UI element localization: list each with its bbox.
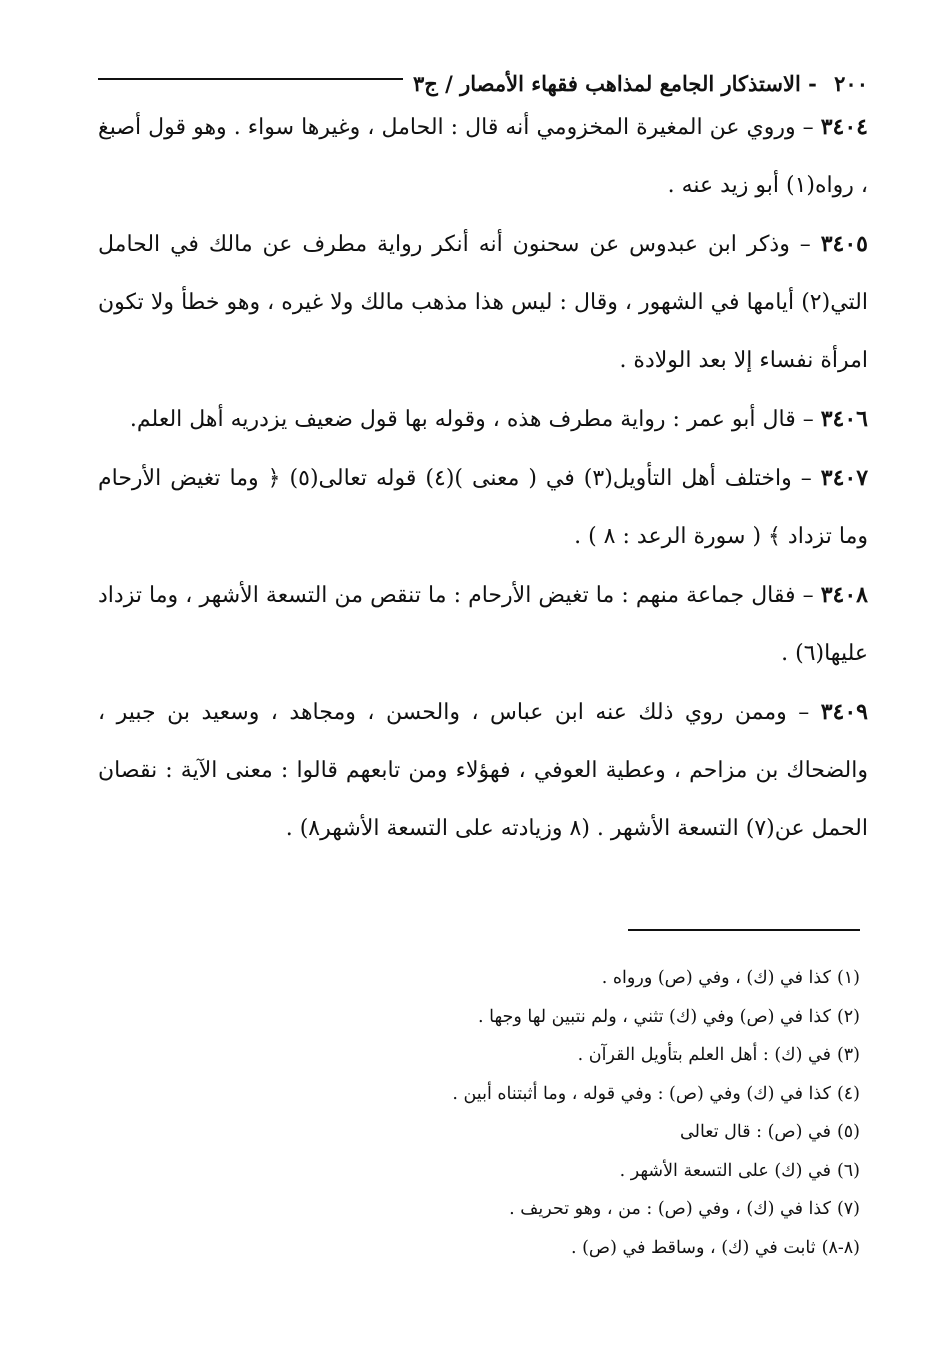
paragraph-3407 [98,449,868,566]
paragraph-number: ٣٤٠٤ – [796,114,868,140]
paragraph-3404 [98,98,868,215]
paragraph-number: ٣٤٠٨ – [796,582,868,608]
footnote-8 [100,1229,860,1268]
paragraph-3406 [98,390,868,449]
book-title: الاستذكار الجامع لمذاهب فقهاء الأمصار / ج٣ [413,71,801,96]
paragraph-text: قال أبو عمر : رواية مطرف هذه ، وقوله بها قول ضعيف يزدريه أهل العلم. [129,407,796,432]
footnote-3 [100,1036,860,1075]
footnote-text: كذا في (ك) ، وفي (ص) ورواه . [601,968,831,988]
header-separator: - [808,71,817,96]
paragraph-text: وروي عن المغيرة المخزومي أنه قال : الحامل ، وغيرها سواء . وهو قول أصبغ ، رواه(١) أبو زيد عنه . [98,115,868,198]
footnote-text: كذا في (ص) وفي (ك) تثني ، ولم نتبين لها وجها . [478,1006,831,1027]
footnote-number: (٢) [836,1006,860,1027]
footnote-text: في (ص) : قال تعالى [680,1122,831,1142]
page-number: ٢٠٠ [834,71,868,96]
footnote-divider [628,929,860,931]
book-page [98,34,868,1334]
running-header [98,34,868,96]
header-text [403,71,868,96]
paragraph-text: فقال جماعة منهم : ما تغيض الأرحام : ما تنقص من التسعة الأشهر ، وما تزداد عليها(٦) . [98,583,868,666]
paragraph-number: ٣٤٠٧ – [792,465,868,491]
paragraph-3408 [98,566,868,683]
footnotes [100,959,860,1267]
footnote-4 [100,1075,860,1114]
footnote-1 [100,959,860,998]
footnote-number: (٦) [836,1160,860,1181]
footnote-2 [100,998,860,1037]
footnote-5 [100,1113,860,1152]
paragraph-number: ٣٤٠٥ – [790,231,868,257]
footnote-number: (٤) [836,1083,860,1104]
footnote-number: (٥) [836,1122,860,1142]
paragraph-text: واختلف أهل التأويل(٣) في ( معنى )(٤) قوله تعالى(٥) ﴿ وما تغيض الأرحام وما تزداد ﴾ ( سورة الرعد : ٨ ) . [98,466,868,549]
footnote-number: (٧) [836,1199,860,1219]
footnote-number: (٣) [836,1045,860,1065]
footnote-6 [100,1152,860,1191]
footnote-number: (١) [836,968,860,988]
paragraph-text: وذكر ابن عبدوس عن سحنون أنه أنكر رواية مطرف عن مالك في الحامل التي(٢) أيامها في الشهور ، وقال : ليس هذا مذهب مالك ولا غيره ، وهو خطأ ولا تكون امرأة نفساء إلا بعد الولادة . [98,232,868,373]
main-text [98,98,868,858]
paragraph-number: ٣٤٠٩ – [787,699,868,725]
paragraph-3405 [98,215,868,390]
footnote-number: (٨-٨) [821,1237,860,1258]
footnote-text: في (ك) : أهل العلم بتأويل القرآن . [577,1045,831,1065]
paragraph-3409 [98,683,868,858]
footnote-text: كذا في (ك) ، وفي (ص) : من ، وهو تحريف . [509,1199,831,1219]
footnote-text: في (ك) على التسعة الأشهر . [619,1160,831,1181]
footnote-text: ثابت في (ك) ، وساقط في (ص) . [570,1237,816,1258]
footnote-text: كذا في (ك) وفي (ص) : وفي قوله ، وما أثبتناه أبين . [452,1083,831,1104]
paragraph-text: وممن روي ذلك عنه ابن عباس ، والحسن ، ومجاهد ، وسعيد بن جبير ، والضحاك بن مزاحم ، وعطية العوفي ، فهؤلاء ومن تابعهم قالوا : معنى الآية : نقصان الحمل عن(٧) التسعة الأشهر . (٨ وزيادته على التسعة الأشهر٨) . [98,700,868,841]
paragraph-number: ٣٤٠٦ – [796,406,868,432]
footnote-7 [100,1190,860,1229]
